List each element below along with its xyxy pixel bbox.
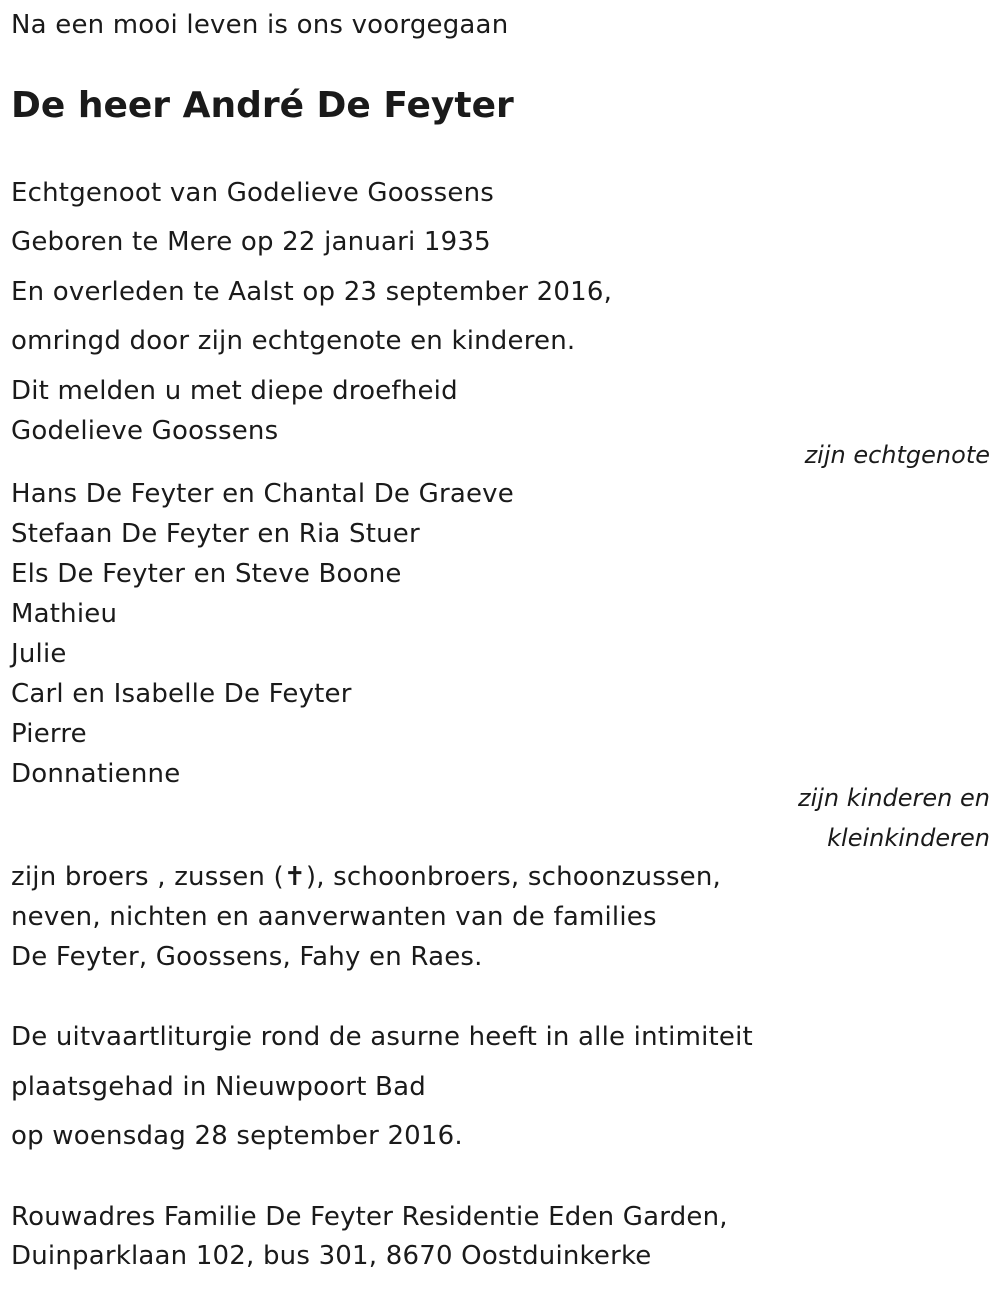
child-line: Els De Feyter en Steve Boone — [11, 559, 402, 589]
child-line: Stefaan De Feyter en Ria Stuer — [11, 519, 420, 549]
spouse-name: Godelieve Goossens — [11, 416, 279, 446]
address-line: Duinparklaan 102, bus 301, 8670 Oostduinkerke — [11, 1241, 652, 1271]
child-line: Hans De Feyter en Chantal De Graeve — [11, 479, 514, 509]
grandchild-line: Julie — [11, 639, 67, 669]
grandchild-line: Donnatienne — [11, 759, 181, 789]
grandchild-line: Carl en Isabelle De Feyter — [11, 679, 352, 709]
detail-death: En overleden te Aalst op 23 september 2016, — [11, 277, 613, 307]
detail-surrounded: omringd door zijn echtgenote en kinderen. — [11, 326, 576, 356]
relatives-line: zijn broers , zussen (✝), schoonbroers, schoonzussen, — [11, 862, 722, 892]
deceased-name: De heer André De Feyter — [11, 85, 514, 126]
detail-birth: Geboren te Mere op 22 januari 1935 — [11, 227, 491, 257]
funeral-line: op woensdag 28 september 2016. — [11, 1121, 463, 1151]
relatives-line: De Feyter, Goossens, Fahy en Raes. — [11, 942, 483, 972]
detail-spouse-of: Echtgenoot van Godelieve Goossens — [11, 178, 495, 208]
children-role-line1: zijn kinderen en — [798, 784, 990, 812]
relatives-line: neven, nichten en aanverwanten van de families — [11, 902, 657, 932]
intro-text: Na een mooi leven is ons voorgegaan — [11, 10, 509, 40]
spouse-role: zijn echtgenote — [804, 441, 990, 469]
funeral-line: De uitvaartliturgie rond de asurne heeft in alle intimiteit — [11, 1022, 753, 1052]
address-line: Rouwadres Familie De Feyter Residentie Eden Garden, — [11, 1202, 728, 1232]
children-role-line2: kleinkinderen — [827, 824, 990, 852]
funeral-line: plaatsgehad in Nieuwpoort Bad — [11, 1072, 426, 1102]
grandchild-line: Mathieu — [11, 599, 118, 629]
announcement-text: Dit melden u met diepe droefheid — [11, 376, 458, 406]
grandchild-line: Pierre — [11, 719, 87, 749]
